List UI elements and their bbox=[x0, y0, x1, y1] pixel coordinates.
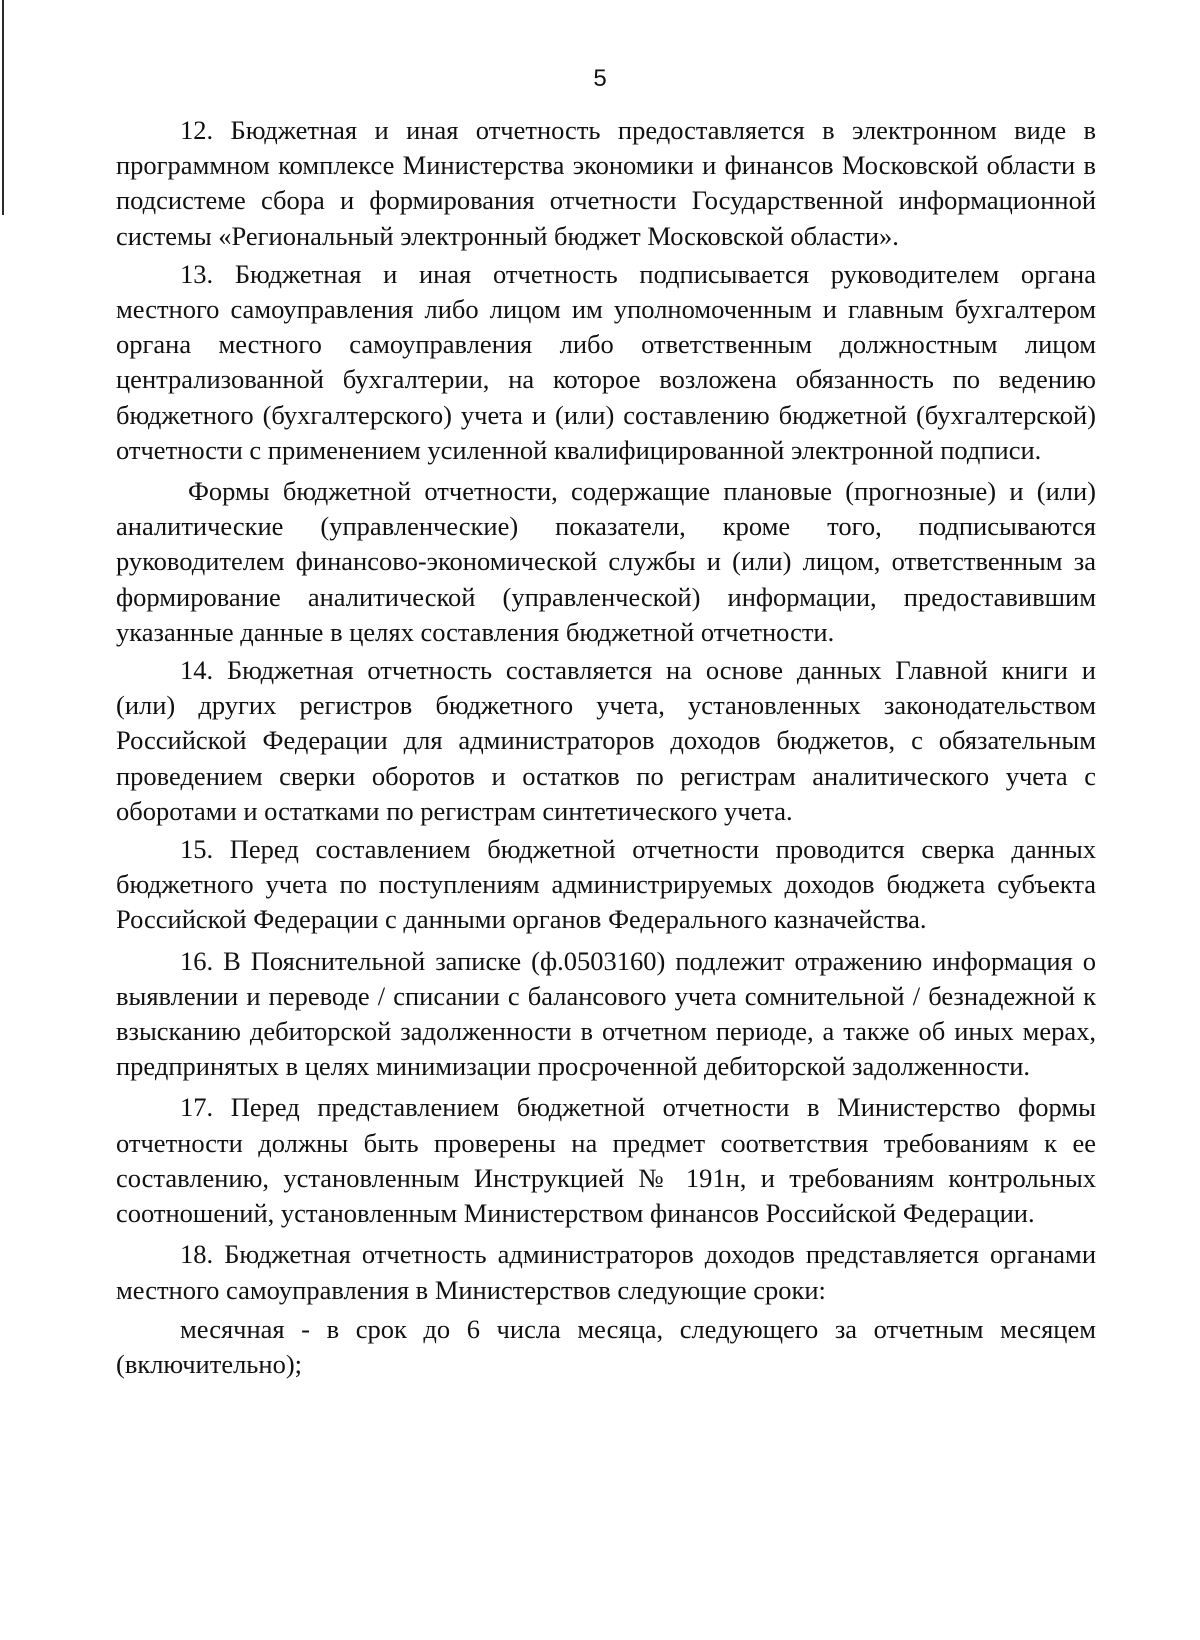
paragraph-18: 18. Бюджетная отчетность администраторов доходов представляется органами местного самоуправления в Министерствов следующие сроки: bbox=[116, 1239, 1096, 1305]
page-number: 5 bbox=[593, 65, 607, 92]
paragraph-12: 12. Бюджетная и иная отчетность предоставляется в электронном виде в программном комплексе Министерства экономики и финансов Московской области в подсистеме сбора и формирования отчетности Государственной информационной системы «Региональный электронный бюджет Московской области». bbox=[116, 115, 1096, 251]
paragraph-13-forms: Формы бюджетной отчетности, содержащие плановые (прогнозные) и (или) аналитические (управленческие) показатели, кроме того, подписываются руководителем финансово-экономической службы и (или) лицом, ответственным за формирование аналитической (управленческой) информации, предоставившим указанные данные в целях составления бюджетной отчетности. bbox=[116, 476, 1096, 647]
paragraph-15: 15. Перед составлением бюджетной отчетности проводится сверка данных бюджетного учета по поступлениям администрируемых доходов бюджета субъекта Российской Федерации с данными органов Федерального казначейства. bbox=[116, 834, 1096, 935]
paragraph-14: 14. Бюджетная отчетность составляется на основе данных Главной книги и (или) других регистров бюджетного учета, установленных законодательством Российской Федерации для администраторов доходов бюджетов, с обязательным проведением сверки оборотов и остатков по регистрам аналитического учета с оборотами и остатками по регистрам синтетического учета. bbox=[116, 655, 1096, 826]
paragraph-17: 17. Перед представлением бюджетной отчетности в Министерство формы отчетности должны быть проверены на предмет соответствия требованиям к ее составлению, установленным Инструкцией № 191н, и требованиям контрольных соотношений, установленным Министерством финансов Российской Федерации. bbox=[116, 1092, 1096, 1229]
paragraph-16: 16. В Пояснительной записке (ф.0503160) подлежит отражению информация о выявлении и переводе / списании с балансового учета сомнительной / безнадежной к взысканию дебиторской задолженности в отчетном периоде, а также об иных мерах, предпринятых в целях минимизации просроченной дебиторской задолженности. bbox=[116, 945, 1096, 1082]
paragraph-18-monthly: месячная - в срок до 6 числа месяца, следующего за отчетным месяцем (включительно); bbox=[116, 1313, 1096, 1379]
scan-border-line bbox=[2, 0, 4, 215]
document-body bbox=[116, 113, 1096, 1382]
paragraph-13: 13. Бюджетная и иная отчетность подписывается руководителем органа местного самоуправления либо лицом им уполномоченным и главным бухгалтером органа местного самоуправления либо ответственным должностным лицом централизованной бухгалтерии, на которое возложена обязанность по ведению бюджетного (бухгалтерского) учета и (или) составлению бюджетной (бухгалтерской) отчетности с применением усиленной квалифицированной электронной подписи. bbox=[116, 258, 1096, 465]
